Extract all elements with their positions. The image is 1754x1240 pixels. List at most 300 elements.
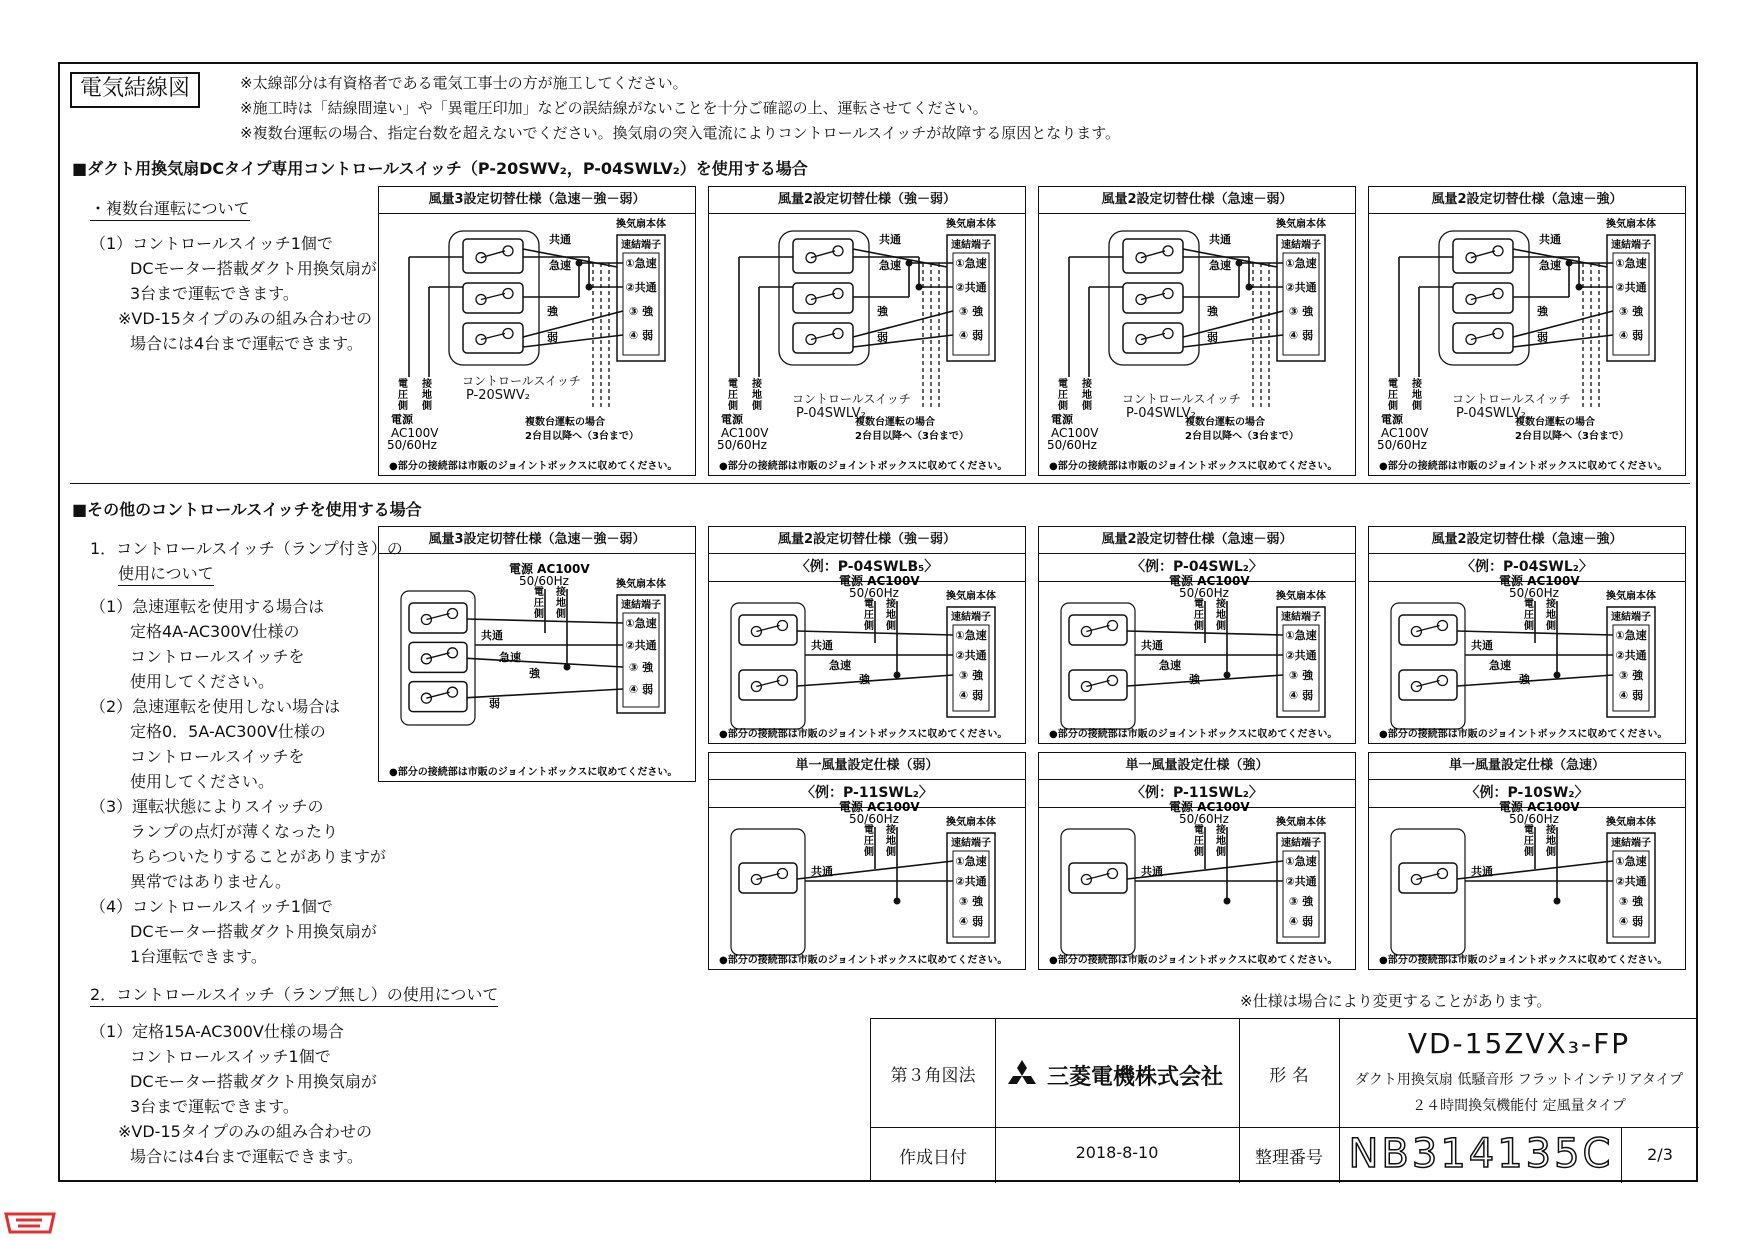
wire-label: 換気扇本体 bbox=[946, 817, 996, 828]
switch-model: P-04SWLV₂ bbox=[1456, 406, 1526, 421]
wire-label: 側 bbox=[1216, 847, 1226, 858]
switch-plate bbox=[401, 591, 475, 725]
lamp-line: DCモーター搭載ダクト用換気扇が bbox=[130, 922, 377, 941]
wire-label: 50/60Hz bbox=[1377, 438, 1427, 452]
page-number: 2/3 bbox=[1647, 1145, 1673, 1164]
wire-label: 側 bbox=[1194, 621, 1204, 632]
wire-label: 接 bbox=[1082, 379, 1092, 390]
lamp-line: 使用してください。 bbox=[130, 772, 275, 791]
wiring-diagram bbox=[709, 753, 1027, 971]
wire-label: 地 bbox=[422, 390, 432, 401]
wire bbox=[467, 658, 623, 667]
switch-body bbox=[739, 670, 797, 700]
panel-subtitle: 〈例：P-04SWLB₅〉 bbox=[709, 553, 1025, 582]
wire-label: ●部分の接続部は市販のジョイントボックスに収めてください。 bbox=[719, 955, 1008, 966]
wire-label: 換気扇本体 bbox=[1606, 591, 1656, 602]
wire-label: 電源 bbox=[721, 413, 743, 426]
wire-label: ①急速 bbox=[1615, 257, 1647, 270]
multi-line: 場合には4台まで運転できます。 bbox=[130, 334, 363, 353]
wire-label: 接 bbox=[1546, 599, 1556, 610]
switch-body bbox=[1399, 670, 1457, 700]
wire-label: ③ 強 bbox=[628, 305, 654, 318]
panel-title: 風量2設定切替仕様（強－弱） bbox=[709, 527, 1025, 554]
wire-label: AC100V bbox=[391, 426, 439, 440]
wire-label: 50/60Hz bbox=[1509, 586, 1559, 600]
wire-label: 接 bbox=[1216, 825, 1226, 836]
wire-label: ●部分の接続部は市販のジョイントボックスに収めてください。 bbox=[389, 767, 678, 778]
wire-label: ①急速 bbox=[625, 617, 657, 630]
switch-model: P-04SWLV₂ bbox=[1126, 406, 1196, 421]
multi-run-title: ・複数台運転について bbox=[90, 199, 250, 221]
wire-label: ③ 強 bbox=[1618, 895, 1644, 908]
wire-label: 接 bbox=[1216, 599, 1226, 610]
wire-label: 強 bbox=[529, 667, 540, 680]
wire-label: 電 bbox=[398, 379, 408, 390]
wire-label: 圧 bbox=[1194, 610, 1204, 621]
junction-dot bbox=[894, 898, 901, 905]
nolamp-line: （1）定格15A-AC300V仕様の場合 bbox=[90, 1022, 344, 1041]
wire-label: ①急速 bbox=[955, 257, 987, 270]
wire-label: 共通 bbox=[811, 865, 833, 878]
wire-label: 強 bbox=[1189, 673, 1200, 686]
wire-label: ②共通 bbox=[625, 639, 657, 652]
mitsubishi-logo-icon bbox=[1005, 1060, 1039, 1090]
wire-label: 共通 bbox=[1141, 639, 1163, 652]
wire-label: AC100V bbox=[721, 426, 769, 440]
wire-label: 共通 bbox=[1471, 639, 1493, 652]
wire-label: 急速 bbox=[879, 259, 901, 272]
other-panel-single-rapid bbox=[1368, 752, 1686, 970]
wire-label: ●部分の接続部は市販のジョイントボックスに収めてください。 bbox=[719, 461, 1008, 472]
model-label: 形 名 bbox=[1269, 1066, 1309, 1086]
wire-label: ①急速 bbox=[1285, 257, 1317, 270]
wire-label: 換気扇本体 bbox=[1606, 219, 1656, 230]
wire-label: 急速 bbox=[1209, 259, 1231, 272]
wire-label: 急速 bbox=[829, 659, 851, 672]
panel-title: 風量2設定切替仕様（急速－弱） bbox=[1039, 187, 1355, 214]
wire bbox=[1127, 675, 1283, 686]
lamp-line: （2）急速運転を使用しない場合は bbox=[90, 697, 341, 716]
note-2: ※施工時は「結線間違い」や「異電圧印加」などの誤結線がないことを十分ご確認の上、運転させてください。 bbox=[240, 99, 988, 117]
wire-label: 強 bbox=[547, 305, 558, 318]
wire-label: ②共通 bbox=[1615, 875, 1647, 888]
wire-label: ●部分の接続部は市販のジョイントボックスに収めてください。 bbox=[1379, 955, 1668, 966]
wire-label: 速結端子 bbox=[621, 600, 661, 611]
panel-subtitle: 〈例：P-11SWL₂〉 bbox=[1039, 779, 1355, 808]
wire-label: 共通 bbox=[811, 639, 833, 652]
wire-label: 換気扇本体 bbox=[616, 219, 666, 230]
wire-label: 電源 AC100V bbox=[509, 562, 590, 576]
wire-label: ②共通 bbox=[1285, 875, 1317, 888]
wire-label: 側 bbox=[1546, 621, 1556, 632]
junction-dot bbox=[1554, 672, 1561, 679]
wire-label: 圧 bbox=[534, 598, 544, 609]
wire-label: 電源 AC100V bbox=[839, 800, 920, 814]
wiring-diagram bbox=[379, 527, 697, 783]
switch-body bbox=[409, 682, 467, 712]
wire-label: ①急速 bbox=[1615, 855, 1647, 868]
switch-body bbox=[739, 615, 797, 645]
wire-label: 複数台運転の場合 bbox=[855, 417, 935, 428]
wire-label: 換気扇本体 bbox=[1606, 817, 1656, 828]
junction-dot bbox=[1224, 898, 1231, 905]
switch-model: P-04SWLV₂ bbox=[796, 406, 866, 421]
wire-label: ④ 弱 bbox=[1618, 329, 1644, 342]
wire-label: 50/60Hz bbox=[519, 574, 569, 588]
wire-label: 共通 bbox=[1539, 233, 1561, 246]
wire-label: 電 bbox=[864, 825, 874, 836]
wiring-diagram bbox=[709, 527, 1027, 745]
wire-label: 地 bbox=[1546, 836, 1556, 847]
wire-label: 弱 bbox=[877, 331, 888, 344]
switch-body bbox=[1399, 615, 1457, 645]
wire-label: 圧 bbox=[1524, 836, 1534, 847]
wire-label: ③ 強 bbox=[958, 305, 984, 318]
wire-label: ②共通 bbox=[955, 875, 987, 888]
wire-label: ②共通 bbox=[1615, 649, 1647, 662]
wire-label: 速結端子 bbox=[951, 838, 991, 849]
switch-body bbox=[1399, 863, 1457, 893]
wire-label: ②共通 bbox=[1285, 649, 1317, 662]
model-desc-2: ２４時間換気機能付 定風量タイプ bbox=[1412, 1098, 1626, 1114]
wire-label: ④ 弱 bbox=[1288, 689, 1314, 702]
lamp-line: 1台運転できます。 bbox=[130, 947, 267, 966]
switch-label: コントロールスイッチ bbox=[1122, 392, 1241, 406]
wire-label: 急速 bbox=[549, 259, 571, 272]
wire-label: 圧 bbox=[1524, 610, 1534, 621]
wire bbox=[797, 675, 953, 686]
wire-label: 電 bbox=[1524, 599, 1534, 610]
wire-label: 弱 bbox=[547, 331, 558, 344]
wire-label: 側 bbox=[1412, 401, 1422, 412]
wire-label: 側 bbox=[556, 609, 566, 620]
lamp-line: 定格0．5A-AC300V仕様の bbox=[130, 722, 326, 741]
wire-label: 圧 bbox=[728, 390, 738, 401]
wire-label: 換気扇本体 bbox=[946, 591, 996, 602]
section-divider bbox=[70, 483, 1690, 484]
wire-label: ①急速 bbox=[1285, 855, 1317, 868]
wire-label: 地 bbox=[1082, 390, 1092, 401]
wire-label: 側 bbox=[1524, 621, 1534, 632]
wire-label: 共通 bbox=[879, 233, 901, 246]
wire-label: ③ 強 bbox=[1288, 305, 1314, 318]
wire-label: 地 bbox=[886, 610, 896, 621]
lamp-line: 定格4A-AC300V仕様の bbox=[130, 622, 300, 641]
wire-label: ③ 強 bbox=[1618, 305, 1644, 318]
nolamp-title: 2．コントロールスイッチ（ランプ無し）の使用について bbox=[90, 985, 498, 1007]
wiring-diagram bbox=[1369, 527, 1687, 745]
wire-label: 圧 bbox=[864, 610, 874, 621]
switch-plate bbox=[1061, 829, 1135, 955]
wire-label: 急速 bbox=[1159, 659, 1181, 672]
note-3: ※複数台運転の場合、指定台数を超えないでください。換気扇の突入電流によりコントロールスイッチが故障する原因となります。 bbox=[240, 124, 1121, 142]
panel-title: 風量2設定切替仕様（急速－弱） bbox=[1039, 527, 1355, 554]
wire-label: 圧 bbox=[1194, 836, 1204, 847]
wire-label: 電源 AC100V bbox=[1169, 574, 1250, 588]
panel-title: 風量2設定切替仕様（強－弱） bbox=[709, 187, 1025, 214]
wire-label: 速結端子 bbox=[951, 240, 991, 251]
wiring-diagram bbox=[1369, 753, 1687, 971]
wire-label: 50/60Hz bbox=[1179, 812, 1229, 826]
wire-label: 50/60Hz bbox=[387, 438, 437, 452]
wire-label: 弱 bbox=[489, 697, 500, 710]
wire-label: 接 bbox=[886, 825, 896, 836]
wire-label: 50/60Hz bbox=[717, 438, 767, 452]
wire-label: ④ 弱 bbox=[1288, 329, 1314, 342]
panel-title: 風量2設定切替仕様（急速－強） bbox=[1369, 527, 1685, 554]
switch-body bbox=[409, 642, 467, 672]
nolamp-switch-block bbox=[90, 982, 498, 1169]
wire-label: ①急速 bbox=[625, 257, 657, 270]
company-logo bbox=[1005, 1057, 1231, 1093]
wire-label: 速結端子 bbox=[1281, 612, 1321, 623]
multi-line: 3台まで運転できます。 bbox=[130, 284, 299, 303]
lamp-title: 1．コントロールスイッチ（ランプ付き）の bbox=[90, 539, 403, 558]
drawing-number: NB314135C bbox=[1348, 1131, 1614, 1177]
wire-label: 2台目以降へ（3台まで） bbox=[1185, 431, 1299, 442]
wire-label: 2台目以降へ（3台まで） bbox=[525, 431, 639, 442]
wire-label: 圧 bbox=[1388, 390, 1398, 401]
lamp-line: ちらついたりすることがありますが bbox=[130, 847, 386, 866]
number-label: 整理番号 bbox=[1255, 1148, 1323, 1168]
wire-label: ②共通 bbox=[955, 281, 987, 294]
wire-label: ③ 強 bbox=[628, 661, 654, 674]
wire-label: 接 bbox=[556, 587, 566, 598]
wire-label: 共通 bbox=[1141, 865, 1163, 878]
wire-label: 接 bbox=[886, 599, 896, 610]
wire-label: 側 bbox=[1058, 401, 1068, 412]
wire-label: 電 bbox=[1194, 825, 1204, 836]
wire-label: 電源 bbox=[391, 413, 413, 426]
multi-line: DCモーター搭載ダクト用換気扇が bbox=[130, 259, 377, 278]
panel-subtitle: 〈例：P-04SWL₂〉 bbox=[1039, 553, 1355, 582]
wire-label: 側 bbox=[1194, 847, 1204, 858]
switch-body bbox=[739, 863, 797, 893]
switch-plate bbox=[731, 603, 805, 729]
wire-label: 圧 bbox=[864, 836, 874, 847]
wire-label: 側 bbox=[864, 621, 874, 632]
junction-dot bbox=[1224, 672, 1231, 679]
wire-label: ②共通 bbox=[955, 649, 987, 662]
panel-subtitle: 〈例：P-11SWL₂〉 bbox=[709, 779, 1025, 808]
nolamp-line: 3台まで運転できます。 bbox=[130, 1097, 299, 1116]
wiring-diagram bbox=[1039, 527, 1357, 745]
wire-label: 弱 bbox=[1537, 331, 1548, 344]
wire-label: 側 bbox=[398, 401, 408, 412]
wire-label: 電源 AC100V bbox=[1499, 574, 1580, 588]
wire-label: 強 bbox=[1537, 305, 1548, 318]
wire-label: 共通 bbox=[1471, 865, 1493, 878]
panel-title: 単一風量設定仕様（強） bbox=[1039, 753, 1355, 780]
wire-label: 側 bbox=[422, 401, 432, 412]
note-1: ※太線部分は有資格者である電気工事士の方が施工してください。 bbox=[240, 74, 688, 92]
nolamp-line: ※VD-15タイプのみの組み合わせの bbox=[118, 1122, 373, 1141]
wire-label: 複数台運転の場合 bbox=[525, 417, 605, 428]
switch-body bbox=[1069, 863, 1127, 893]
wire-label: 速結端子 bbox=[621, 240, 661, 251]
wire-label: 地 bbox=[1216, 610, 1226, 621]
wire-label: 複数台運転の場合 bbox=[1515, 417, 1595, 428]
junction-dot bbox=[894, 672, 901, 679]
wire-label: 電 bbox=[534, 587, 544, 598]
wire-label: 強 bbox=[1519, 673, 1530, 686]
wire-label: ●部分の接続部は市販のジョイントボックスに収めてください。 bbox=[1049, 461, 1338, 472]
wiring-diagram bbox=[1039, 753, 1357, 971]
wire-label: ④ 弱 bbox=[958, 915, 984, 928]
wire-label: ④ 弱 bbox=[958, 329, 984, 342]
projection-label: 第３角図法 bbox=[890, 1066, 976, 1086]
wire-label: 電 bbox=[1388, 379, 1398, 390]
wire-label: 速結端子 bbox=[1611, 838, 1651, 849]
multi-line: （1）コントロールスイッチ1個で bbox=[90, 234, 333, 253]
panel-title: 単一風量設定仕様（急速） bbox=[1369, 753, 1685, 780]
panel-title: 風量3設定切替仕様（急速－強－弱） bbox=[379, 187, 695, 214]
spec-note: ※仕様は場合により変更することがあります。 bbox=[1240, 992, 1552, 1010]
wire-label: 弱 bbox=[1207, 331, 1218, 344]
wire-label: ③ 強 bbox=[958, 895, 984, 908]
switch-body bbox=[1069, 670, 1127, 700]
wire-label: 側 bbox=[1216, 621, 1226, 632]
lamp-line: コントロールスイッチを bbox=[130, 647, 305, 666]
wire-label: 速結端子 bbox=[951, 612, 991, 623]
wire-label: ③ 強 bbox=[1288, 669, 1314, 682]
wire-label: 急速 bbox=[499, 651, 521, 664]
nolamp-line: 場合には4台まで運転できます。 bbox=[130, 1147, 363, 1166]
wire-label: 地 bbox=[752, 390, 762, 401]
wire-label: 速結端子 bbox=[1281, 240, 1321, 251]
creation-date: 2018-8-10 bbox=[1075, 1143, 1159, 1162]
wire-label: 50/60Hz bbox=[849, 586, 899, 600]
wire-label: ④ 弱 bbox=[958, 689, 984, 702]
wire-label: 接 bbox=[422, 379, 432, 390]
wire-label: 圧 bbox=[398, 390, 408, 401]
lamp-switch-block bbox=[90, 536, 403, 969]
red-corner-mark-icon bbox=[4, 1210, 58, 1236]
other-panel-3speed bbox=[378, 526, 696, 782]
wire-label: 50/60Hz bbox=[849, 812, 899, 826]
model-number: VD-15ZVX₃-FP bbox=[1407, 1027, 1631, 1060]
other-panel-single-strong bbox=[1038, 752, 1356, 970]
wire-label: 共通 bbox=[481, 629, 503, 642]
wire-label: 換気扇本体 bbox=[1276, 591, 1326, 602]
lamp-line: 使用してください。 bbox=[130, 672, 275, 691]
switch-plate bbox=[731, 829, 805, 955]
wire-label: 急速 bbox=[1539, 259, 1561, 272]
wire-label: 強 bbox=[1207, 305, 1218, 318]
page-title: 電気結線図 bbox=[70, 72, 200, 108]
switch-plate bbox=[1391, 603, 1465, 729]
wire-label: 電源 bbox=[1381, 413, 1403, 426]
wire-label: 2台目以降へ（3台まで） bbox=[855, 431, 969, 442]
wire-label: 接 bbox=[1546, 825, 1556, 836]
wire-label: ●部分の接続部は市販のジョイントボックスに収めてください。 bbox=[1049, 955, 1338, 966]
wire-label: 電 bbox=[728, 379, 738, 390]
switch-body bbox=[1069, 615, 1127, 645]
wire-label: 地 bbox=[886, 836, 896, 847]
wire-label: 地 bbox=[1412, 390, 1422, 401]
wire-label: ●部分の接続部は市販のジョイントボックスに収めてください。 bbox=[1379, 729, 1668, 740]
switch-plate bbox=[1391, 829, 1465, 955]
wire-label: 圧 bbox=[1058, 390, 1068, 401]
wire-label: ②共通 bbox=[1615, 281, 1647, 294]
wire-label: 側 bbox=[886, 621, 896, 632]
wire-label: 地 bbox=[1216, 836, 1226, 847]
panel-title: 単一風量設定仕様（弱） bbox=[709, 753, 1025, 780]
wire-label: 換気扇本体 bbox=[946, 219, 996, 230]
wire-label: AC100V bbox=[1051, 426, 1099, 440]
wire-label: ③ 強 bbox=[1288, 895, 1314, 908]
other-panel-rapid-strong bbox=[1368, 526, 1686, 744]
wire-label: 側 bbox=[1524, 847, 1534, 858]
wire-label: 急速 bbox=[1489, 659, 1511, 672]
wire-label: 側 bbox=[1388, 401, 1398, 412]
multi-run-block bbox=[90, 196, 377, 356]
wire-label: ④ 弱 bbox=[628, 329, 654, 342]
wire-label: 側 bbox=[728, 401, 738, 412]
model-desc-1: ダクト用換気扇 低騒音形 フラットインテリアタイプ bbox=[1354, 1072, 1684, 1088]
wire-label: 50/60Hz bbox=[1509, 812, 1559, 826]
lamp-line: ランプの点灯が薄くなったり bbox=[130, 822, 339, 841]
wire-label: ④ 弱 bbox=[1618, 915, 1644, 928]
wire-label: 側 bbox=[1082, 401, 1092, 412]
wire-label: 電 bbox=[1524, 825, 1534, 836]
wire-label: 接 bbox=[1412, 379, 1422, 390]
other-panel-rapid-weak bbox=[1038, 526, 1356, 744]
switch-contact bbox=[421, 693, 431, 703]
panel-subtitle: 〈例：P-04SWL₂〉 bbox=[1369, 553, 1685, 582]
wire-label: ①急速 bbox=[1285, 629, 1317, 642]
wire-label: 側 bbox=[1546, 847, 1556, 858]
wire-label: 共通 bbox=[1209, 233, 1231, 246]
wire-label: 電 bbox=[864, 599, 874, 610]
wire-label: AC100V bbox=[1381, 426, 1429, 440]
wire-label: ④ 弱 bbox=[628, 683, 654, 696]
multi-line: ※VD-15タイプのみの組み合わせの bbox=[118, 309, 373, 328]
wire-label: 電源 AC100V bbox=[1499, 800, 1580, 814]
other-panel-single-weak bbox=[708, 752, 1026, 970]
wire-label: 共通 bbox=[549, 233, 571, 246]
wire bbox=[1457, 675, 1613, 686]
wire-label: 電 bbox=[1194, 599, 1204, 610]
wire-label: ●部分の接続部は市販のジョイントボックスに収めてください。 bbox=[719, 729, 1008, 740]
junction-dot bbox=[564, 664, 571, 671]
wire-label: 50/60Hz bbox=[1179, 586, 1229, 600]
wire-label: 側 bbox=[534, 609, 544, 620]
wire-label: ②共通 bbox=[625, 281, 657, 294]
junction-dot bbox=[1554, 898, 1561, 905]
title-block bbox=[870, 1018, 1698, 1182]
wire-label: 側 bbox=[864, 847, 874, 858]
switch-contact bbox=[421, 654, 431, 664]
wire-label: ●部分の接続部は市販のジョイントボックスに収めてください。 bbox=[1379, 461, 1668, 472]
section2-heading: ■その他のコントロールスイッチを使用する場合 bbox=[72, 500, 422, 519]
lamp-line: （4）コントロールスイッチ1個で bbox=[90, 897, 333, 916]
switch-model: P-20SWV₂ bbox=[466, 388, 530, 403]
wire-label: 強 bbox=[859, 673, 870, 686]
lamp-title: 使用について bbox=[118, 564, 214, 586]
wire-label: 側 bbox=[886, 847, 896, 858]
panel-title: 風量2設定切替仕様（急速－強） bbox=[1369, 187, 1685, 214]
switch-label: コントロールスイッチ bbox=[792, 392, 911, 406]
wire-label: 電 bbox=[1058, 379, 1068, 390]
switch-label: コントロールスイッチ bbox=[462, 374, 581, 388]
lamp-line: コントロールスイッチを bbox=[130, 747, 305, 766]
wire-label: 地 bbox=[1546, 610, 1556, 621]
panel-title: 風量3設定切替仕様（急速－強－弱） bbox=[379, 527, 695, 554]
wire-label: 換気扇本体 bbox=[1276, 219, 1326, 230]
switch-contact bbox=[421, 615, 431, 625]
wire-label: 電源 bbox=[1051, 413, 1073, 426]
